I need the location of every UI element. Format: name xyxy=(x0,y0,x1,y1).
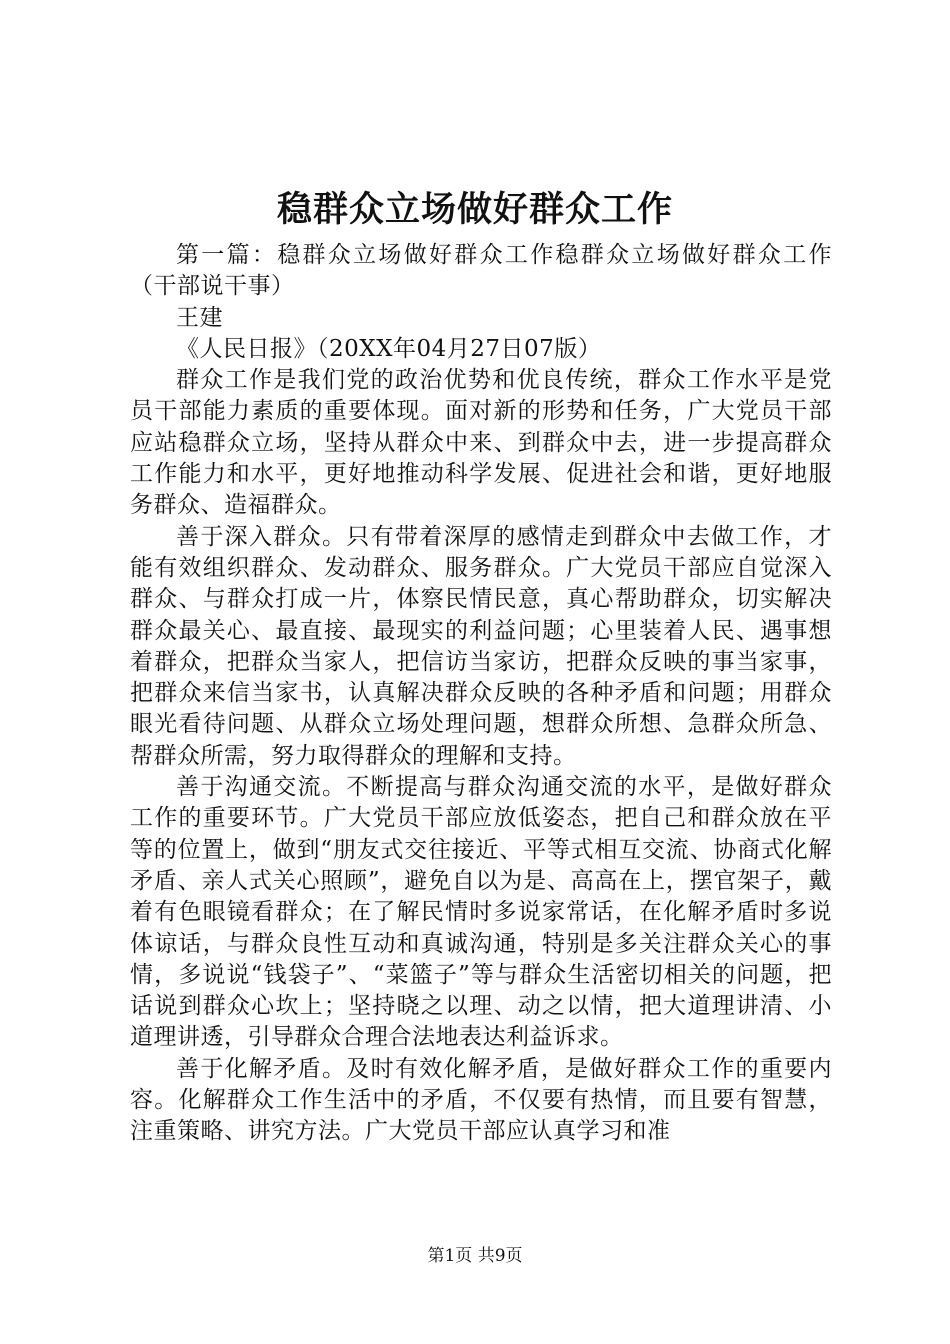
paragraph-intro: 群众工作是我们党的政治优势和优良传统，群众工作水平是党员干部能力素质的重要体现。面对新的形势和任务，广大党员干部应站稳群众立场，坚持从群众中来、到群众中去，进一步提高群众工作能力和水平，更好地推动科学发展、促进社会和谐，更好地服务群众、造福群众。 xyxy=(130,367,832,519)
paragraph-source: 《人民日报》（20XX年04月27日07版） xyxy=(176,335,602,362)
document-body xyxy=(130,240,832,1148)
paragraph-section-heading: 第一篇：稳群众立场做好群众工作稳群众立场做好群众工作（干部说干事） xyxy=(130,242,832,300)
page-footer: 第1页 共9页 xyxy=(427,1246,523,1266)
paragraph-author: 王建 xyxy=(176,304,223,331)
paragraph-deep-into-masses: 善于深入群众。只有带着深厚的感情走到群众中去做工作，才能有效组织群众、发动群众、服务群众。广大党员干部应自觉深入群众、与群众打成一片，体察民情民意，真心帮助群众，切实解决群众最关心、最直接、最现实的利益问题；心里装着人民、遇事想着群众，把群众当家人，把信访当家访，把群众反映的事当家事，把群众来信当家书，认真解决群众反映的各种矛盾和问题；用群众眼光看待问题、从群众立场处理问题，想群众所想、急群众所急、帮群众所需，努力取得群众的理解和支持。 xyxy=(130,523,832,769)
paragraph-resolve-conflicts: 善于化解矛盾。及时有效化解矛盾，是做好群众工作的重要内容。化解群众工作生活中的矛盾，不仅要有热情，而且要有智慧，注重策略、讲究方法。广大党员干部应认真学习和准 xyxy=(130,1055,832,1145)
paragraph-communication: 善于沟通交流。不断提高与群众沟通交流的水平，是做好群众工作的重要环节。广大党员干部应放低姿态，把自己和群众放在平等的位置上，做到“朋友式交往接近、平等式相互交流、协商式化解矛盾、亲人式关心照顾”，避免自以为是、高高在上，摆官架子，戴着有色眼镜看群众；在了解民情时多说家常话，在化解矛盾时多说体谅话，与群众良性互动和真诚沟通，特别是多关注群众关心的事情，多说说“钱袋子”、“菜篮子”等与群众生活密切相关的问题，把话说到群众心坎上；坚持晓之以理、动之以情，把大道理讲清、小道理讲透，引导群众合理合法地表达利益诉求。 xyxy=(130,774,832,1051)
document-title: 稳群众立场做好群众工作 xyxy=(276,190,673,230)
